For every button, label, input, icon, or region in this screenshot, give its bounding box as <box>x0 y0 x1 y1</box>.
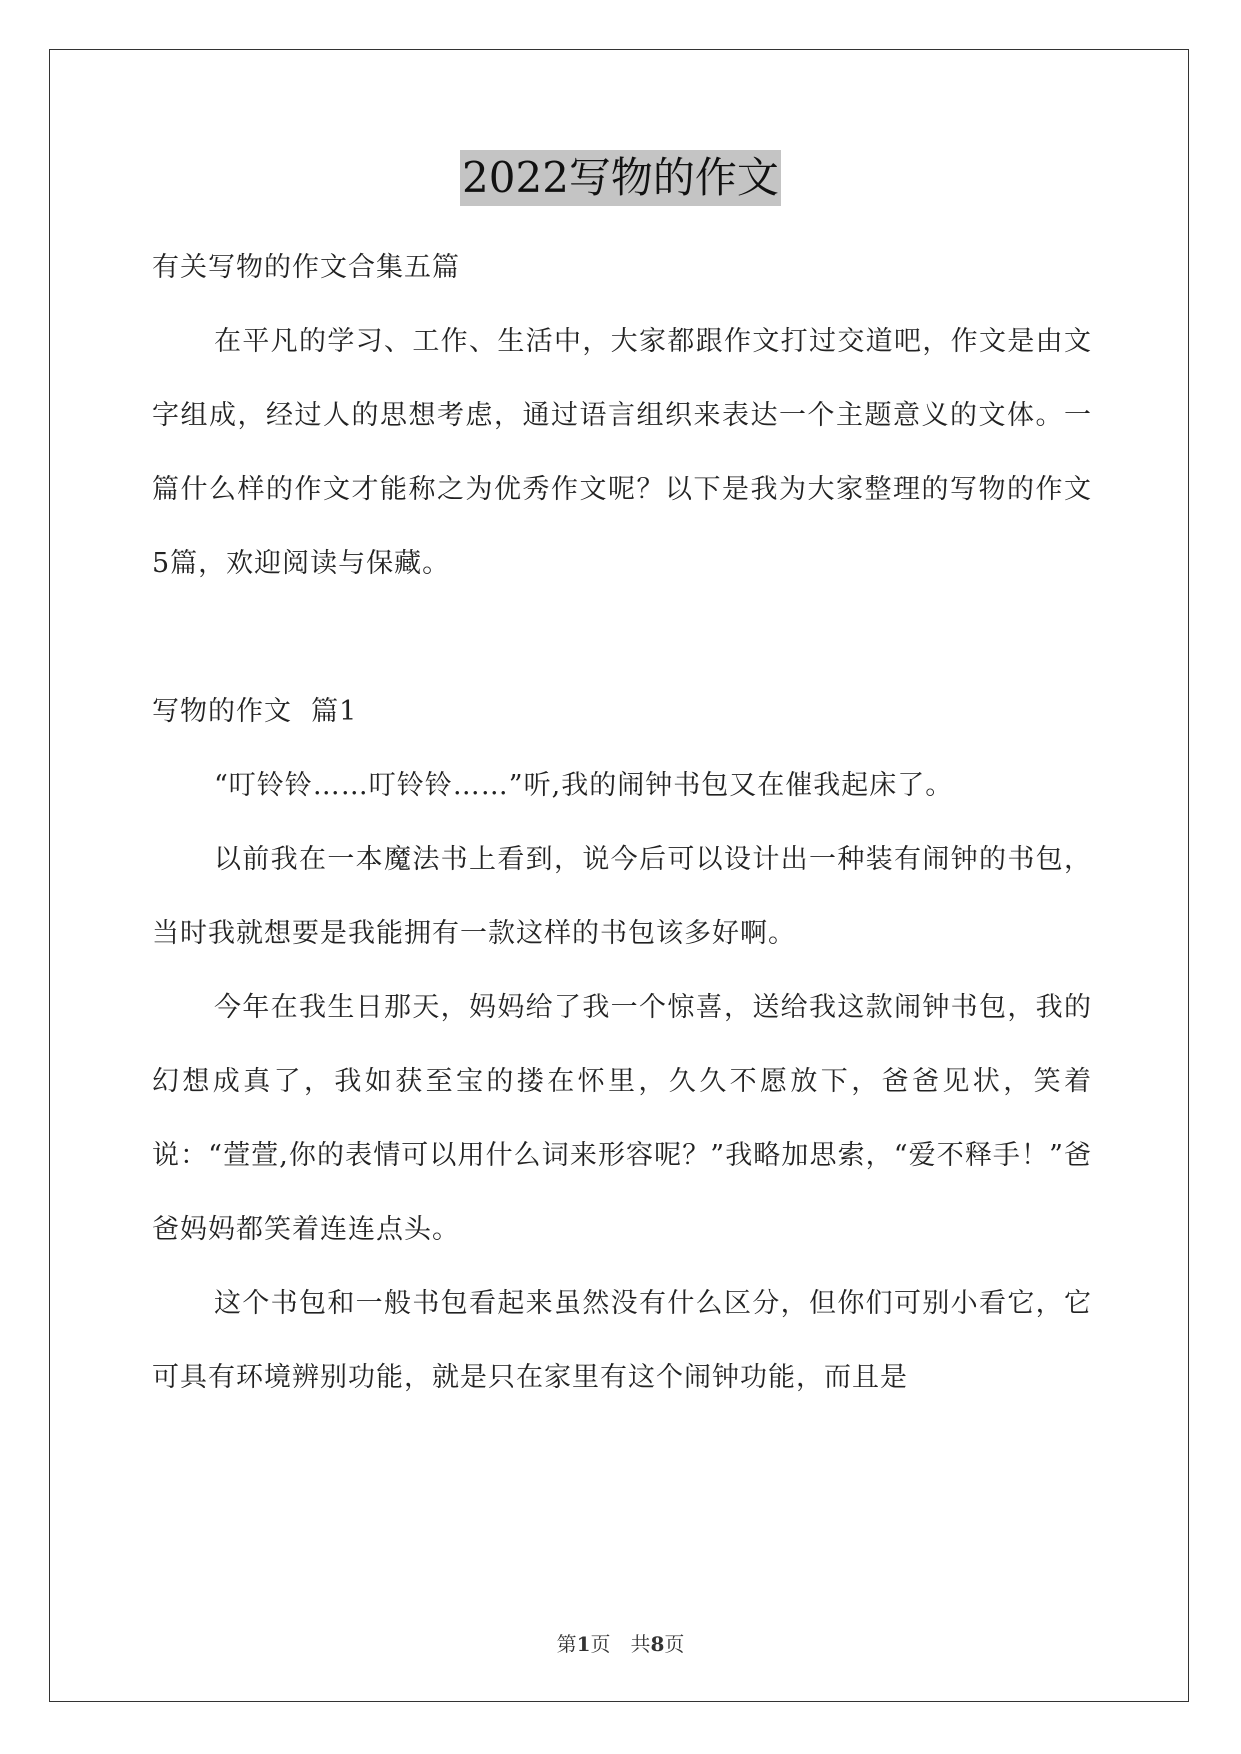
document-title-container <box>0 150 1241 210</box>
document-subtitle: 有关写物的作文合集五篇 <box>152 252 460 283</box>
body-paragraph: 以前我在一本魔法书上看到，说今后可以设计出一种装有闹钟的书包，当时我就想要是我能拥有一款这样的书包该多好啊。 <box>152 844 1092 949</box>
intro-paragraph: 在平凡的学习、工作、生活中，大家都跟作文打过交道吧，作文是由文字组成，经过人的思想考虑，通过语言组织来表达一个主题意义的文体。一篇什么样的作文才能称之为优秀作文呢？以下是我为大家整理的写物的作文5篇，欢迎阅读与保藏。 <box>152 326 1092 579</box>
page-total: 8 <box>650 1632 665 1656</box>
document-body <box>152 231 1092 1415</box>
page-footer <box>0 1628 1241 1657</box>
total-suffix: 页 <box>664 1632 685 1656</box>
body-paragraph: “叮铃铃……叮铃铃……”听,我的闹钟书包又在催我起床了。 <box>214 770 954 801</box>
body-paragraph: 今年在我生日那天，妈妈给了我一个惊喜，送给我这款闹钟书包，我的幻想成真了，我如获至宝的搂在怀里，久久不愿放下，爸爸见状，笑着说：“萱萱,你的表情可以用什么词来形容呢？”我略加思索，“爱不释手！”爸爸妈妈都笑着连连点头。 <box>152 992 1092 1245</box>
page-current: 1 <box>576 1632 591 1656</box>
section-spacer <box>152 601 1092 675</box>
section-heading: 写物的作文 篇1 <box>152 696 358 727</box>
page-suffix: 页 <box>590 1632 611 1656</box>
document-title: 2022写物的作文 <box>460 150 781 206</box>
page-prefix: 第 <box>556 1632 577 1656</box>
total-prefix: 共 <box>630 1632 651 1656</box>
body-paragraph: 这个书包和一般书包看起来虽然没有什么区分，但你们可别小看它，它可具有环境辨别功能，就是只在家里有这个闹钟功能，而且是 <box>152 1288 1092 1393</box>
